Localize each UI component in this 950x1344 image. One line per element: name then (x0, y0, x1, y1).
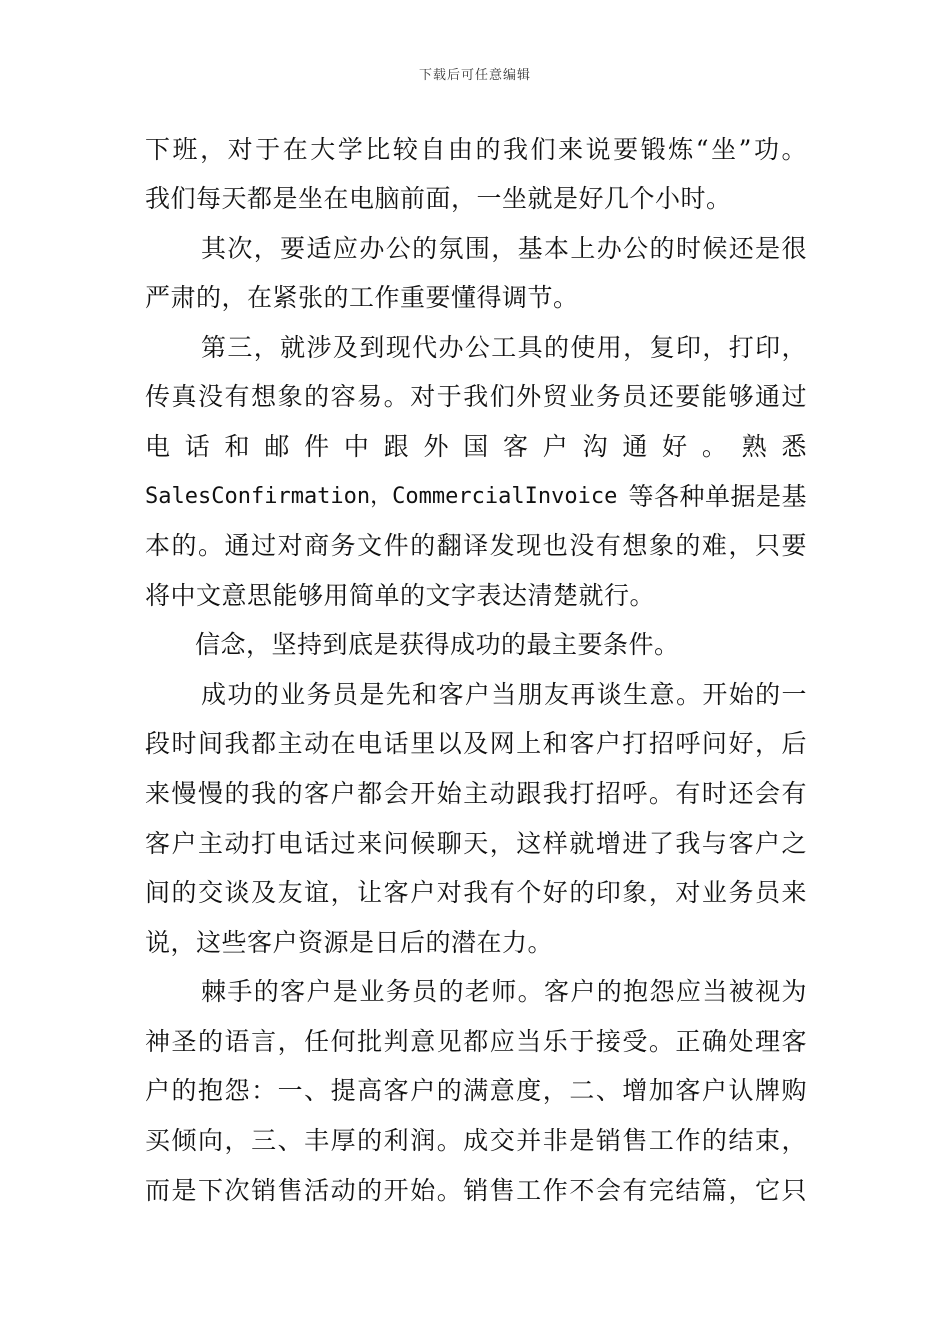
text-fragment: 等各种单据是基 (628, 482, 807, 511)
text-line: 棘手的客户是业务员的老师。客户的抱怨应当被视为 (201, 977, 807, 1006)
text-line: 来慢慢的我的客户都会开始主动跟我打招呼。有时还会有 (145, 779, 807, 808)
text-line: 而是下次销售活动的开始。销售工作不会有完结篇，它只 (145, 1176, 807, 1205)
text-line: 第三，就涉及到现代办公工具的使用，复印，打印， (201, 333, 807, 362)
text-line: 其次，要适应办公的氛围，基本上办公的时候还是很 (201, 234, 807, 263)
text-line: 段时间我都主动在电话里以及网上和客户打招呼问好，后 (145, 729, 807, 758)
text-line: 买倾向，三、丰厚的利润。成交并非是销售工作的结束， (145, 1126, 807, 1155)
text-line: 说，这些客户资源是日后的潜在力。 (145, 928, 554, 957)
text-line: 户的抱怨：一、提高客户的满意度，二、增加客户认牌购 (145, 1076, 807, 1105)
text-line: 我们每天都是坐在电脑前面，一坐就是好几个小时。 (145, 184, 732, 213)
text-line: 本的。通过对商务文件的翻译发现也没有想象的难，只要 (145, 531, 807, 560)
text-line: 电 话 和 邮 件 中 跟 外 国 客 户 沟 通 好 。 熟 悉 (145, 432, 807, 461)
text-line: 间的交谈及友谊，让客户对我有个好的印象，对业务员来 (145, 878, 807, 907)
text-line: 神圣的语言，任何批判意见都应当乐于接受。正确处理客 (145, 1027, 807, 1056)
page-header: 下载后可任意编辑 (418, 68, 531, 83)
text-line (145, 480, 807, 514)
text-line: 客户主动打电话过来问候聊天，这样就增进了我与客户之 (145, 829, 807, 858)
text-line: 下班，对于在大学比较自由的我们来说要锻炼“坐”功。 (145, 135, 807, 164)
text-line: 传真没有想象的容易。对于我们外贸业务员还要能够通过 (145, 382, 807, 411)
text-line: 严肃的，在紧张的工作重要懂得调节。 (145, 283, 579, 312)
text-line: 将中文意思能够用简单的文字表达清楚就行。 (145, 581, 656, 610)
text-line: 信念，坚持到底是获得成功的最主要条件。 (195, 630, 680, 659)
text-fragment: SalesConfirmation，CommercialInvoice (145, 484, 618, 509)
text-line: 成功的业务员是先和客户当朋友再谈生意。开始的一 (201, 680, 807, 709)
